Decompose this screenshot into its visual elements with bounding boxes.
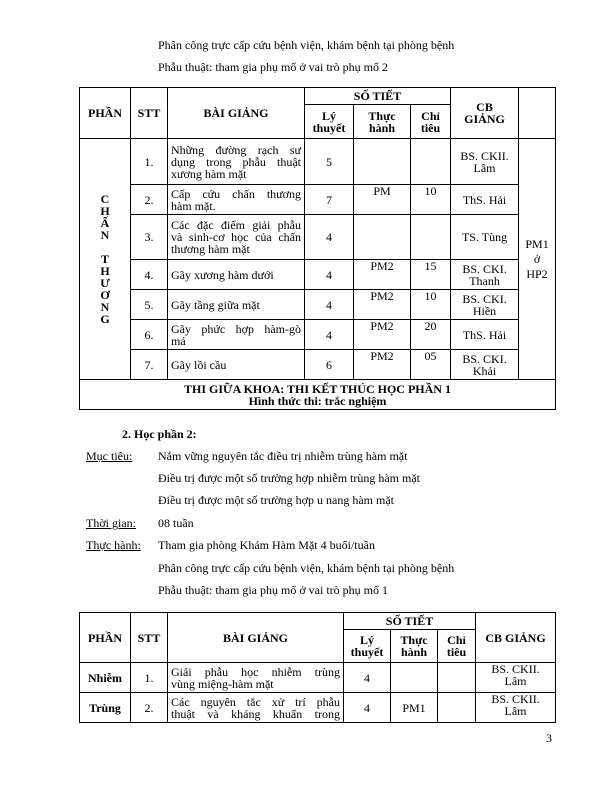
phau-thuat-line: Phẫu thuật: tham gia phụ mổ ở vai trò phụ mổ 1 <box>158 583 388 597</box>
muc-tieu-item-2: Điều trị được một số trường hợp nhiễm trùng hàm mặt <box>158 471 421 485</box>
row-ly-thuyet: 6 <box>305 350 354 380</box>
header-bai-giang: BÀI GIẢNG <box>168 88 305 139</box>
row-ly-thuyet: 4 <box>305 260 354 290</box>
row-chi-tieu: 10 <box>411 290 451 320</box>
row-ly-thuyet: 7 <box>305 185 354 215</box>
header-cb-giang: CB GIẢNG <box>451 88 519 139</box>
header-phan: PHẦN <box>80 88 131 139</box>
row-stt: 3. <box>131 215 168 260</box>
row-stt: 2. <box>131 185 168 215</box>
row-chi-tieu: 15 <box>411 260 451 290</box>
row-bai-giang: Gãy phức hợp hàm-gò má <box>168 320 305 350</box>
table-row <box>80 350 556 380</box>
row-bai-giang: Gãy tầng giữa mặt <box>168 290 305 320</box>
muc-tieu-item-3: Điều trị được một số trường hợp u nang hàm mặt <box>158 493 395 507</box>
row-cb-giang: BS. CKII. Lâm <box>476 663 556 693</box>
row-chi-tieu <box>438 693 476 723</box>
row-bai-giang: Gãy lồi cầu <box>168 350 305 380</box>
row-cb-giang: BS. CKII. Lâm <box>451 139 519 185</box>
table-row <box>80 185 556 215</box>
t2-header-ly-thuyet: Lý thuyết <box>344 630 391 663</box>
row-thuc-hanh: PM2 <box>354 290 411 320</box>
row-cb-giang: TS. Tùng <box>451 215 519 260</box>
course-table-1 <box>79 87 556 410</box>
row-stt: 1. <box>131 139 168 185</box>
row-thuc-hanh <box>354 215 411 260</box>
row-thuc-hanh: PM2 <box>354 350 411 380</box>
table-row <box>80 663 556 693</box>
intro-line-1: Phân công trực cấp cứu bệnh viện, khám bệnh tại phòng bệnh <box>158 38 455 52</box>
row-thuc-hanh: PM <box>354 185 411 215</box>
row-chi-tieu: 20 <box>411 320 451 350</box>
table-row <box>80 290 556 320</box>
phan-cong-line: Phân công trực cấp cứu bệnh viện, khám bệnh tại phòng bệnh <box>158 561 455 575</box>
row-ly-thuyet: 4 <box>344 663 391 693</box>
table-footer: THI GIỮA KHOA: THI KẾT THÚC HỌC PHẦN 1 Hình thức thi: trắc nghiệm <box>80 380 556 410</box>
t2-header-so-tiet: SỐ TIẾT <box>344 613 476 630</box>
row-ly-thuyet: 4 <box>305 215 354 260</box>
row-stt: 6. <box>131 320 168 350</box>
row-cb-giang: BS. CKI. Hiền <box>451 290 519 320</box>
t2-header-bai-giang: BÀI GIẢNG <box>168 613 344 663</box>
table-row <box>80 693 556 723</box>
thoi-gian-label: Thời gian: <box>86 516 137 530</box>
table-row <box>80 320 556 350</box>
row-stt: 1. <box>131 663 168 693</box>
row-phan: Nhiễm <box>80 663 131 693</box>
row-stt: 7. <box>131 350 168 380</box>
table-row <box>80 215 556 260</box>
row-stt: 4. <box>131 260 168 290</box>
page-number: 3 <box>546 731 552 745</box>
thuc-hanh-label: Thực hành: <box>86 538 141 552</box>
row-thuc-hanh: PM1 <box>391 693 438 723</box>
row-cb-giang: BS. CKI. Thanh <box>451 260 519 290</box>
row-bai-giang: Giải phẫu học nhiễm trùng vùng miệng-hàm mặt <box>168 663 344 693</box>
row-ly-thuyet: 4 <box>344 693 391 723</box>
row-bai-giang: Những đường rạch sư dụng trong phẫu thuật xương hàm mặt <box>168 139 305 185</box>
row-cb-giang: BS. CKII. Lâm <box>476 693 556 723</box>
intro-line-2: Phẫu thuật: tham gia phụ mổ ở vai trò phụ mổ 2 <box>158 60 388 74</box>
row-cb-giang: BS. CKI. Khải <box>451 350 519 380</box>
section-chan-thuong: C H Ấ N T H Ư Ơ N G <box>80 139 131 380</box>
t2-header-cb-giang: CB GIẢNG <box>476 613 556 663</box>
row-location: PM1 ở HP2 <box>519 139 556 380</box>
header-blank <box>519 88 556 139</box>
t2-header-stt: STT <box>131 613 168 663</box>
row-bai-giang: Các nguyên tắc xử trí phẫu thuật và kháng khuẩn trong <box>168 693 344 723</box>
header-thuc-hanh: Thực hành <box>354 105 411 139</box>
header-ly-thuyet: Lý thuyết <box>305 105 354 139</box>
row-chi-tieu: 05 <box>411 350 451 380</box>
row-thuc-hanh <box>354 139 411 185</box>
muc-tieu-item-1: Nắm vững nguyên tắc điều trị nhiễm trùng hàm mặt <box>158 449 408 463</box>
thoi-gian-value: 08 tuần <box>158 516 194 530</box>
row-thuc-hanh: PM2 <box>354 320 411 350</box>
row-chi-tieu: 10 <box>411 185 451 215</box>
t2-header-phan: PHẦN <box>80 613 131 663</box>
row-cb-giang: ThS. Hải <box>451 320 519 350</box>
row-bai-giang: Các đặc điểm giải phẫu và sinh-cơ học của chấn thương hàm mặt <box>168 215 305 260</box>
header-chi-tieu: Chỉ tiêu <box>411 105 451 139</box>
table-row <box>80 260 556 290</box>
row-ly-thuyet: 4 <box>305 290 354 320</box>
t2-header-thuc-hanh: Thực hành <box>391 630 438 663</box>
row-bai-giang: Gãy xương hàm dưới <box>168 260 305 290</box>
table-row <box>80 139 556 185</box>
header-so-tiet: SỐ TIẾT <box>305 88 451 105</box>
row-chi-tieu <box>411 215 451 260</box>
row-stt: 2. <box>131 693 168 723</box>
row-ly-thuyet: 4 <box>305 320 354 350</box>
header-stt: STT <box>131 88 168 139</box>
row-phan: Trùng <box>80 693 131 723</box>
row-thuc-hanh <box>391 663 438 693</box>
row-stt: 5. <box>131 290 168 320</box>
row-bai-giang: Cấp cứu chấn thương hàm mặt. <box>168 185 305 215</box>
row-ly-thuyet: 5 <box>305 139 354 185</box>
row-cb-giang: ThS. Hải <box>451 185 519 215</box>
row-thuc-hanh: PM2 <box>354 260 411 290</box>
thuc-hanh-value: Tham gia phòng Khám Hàm Mặt 4 buổi/tuần <box>158 538 375 552</box>
muc-tieu-label: Mục tiêu: <box>86 449 133 463</box>
t2-header-chi-tieu: Chỉ tiêu <box>438 630 476 663</box>
row-chi-tieu <box>411 139 451 185</box>
course-table-2 <box>79 612 556 723</box>
section-2-title: 2. Học phần 2: <box>122 427 197 441</box>
row-chi-tieu <box>438 663 476 693</box>
